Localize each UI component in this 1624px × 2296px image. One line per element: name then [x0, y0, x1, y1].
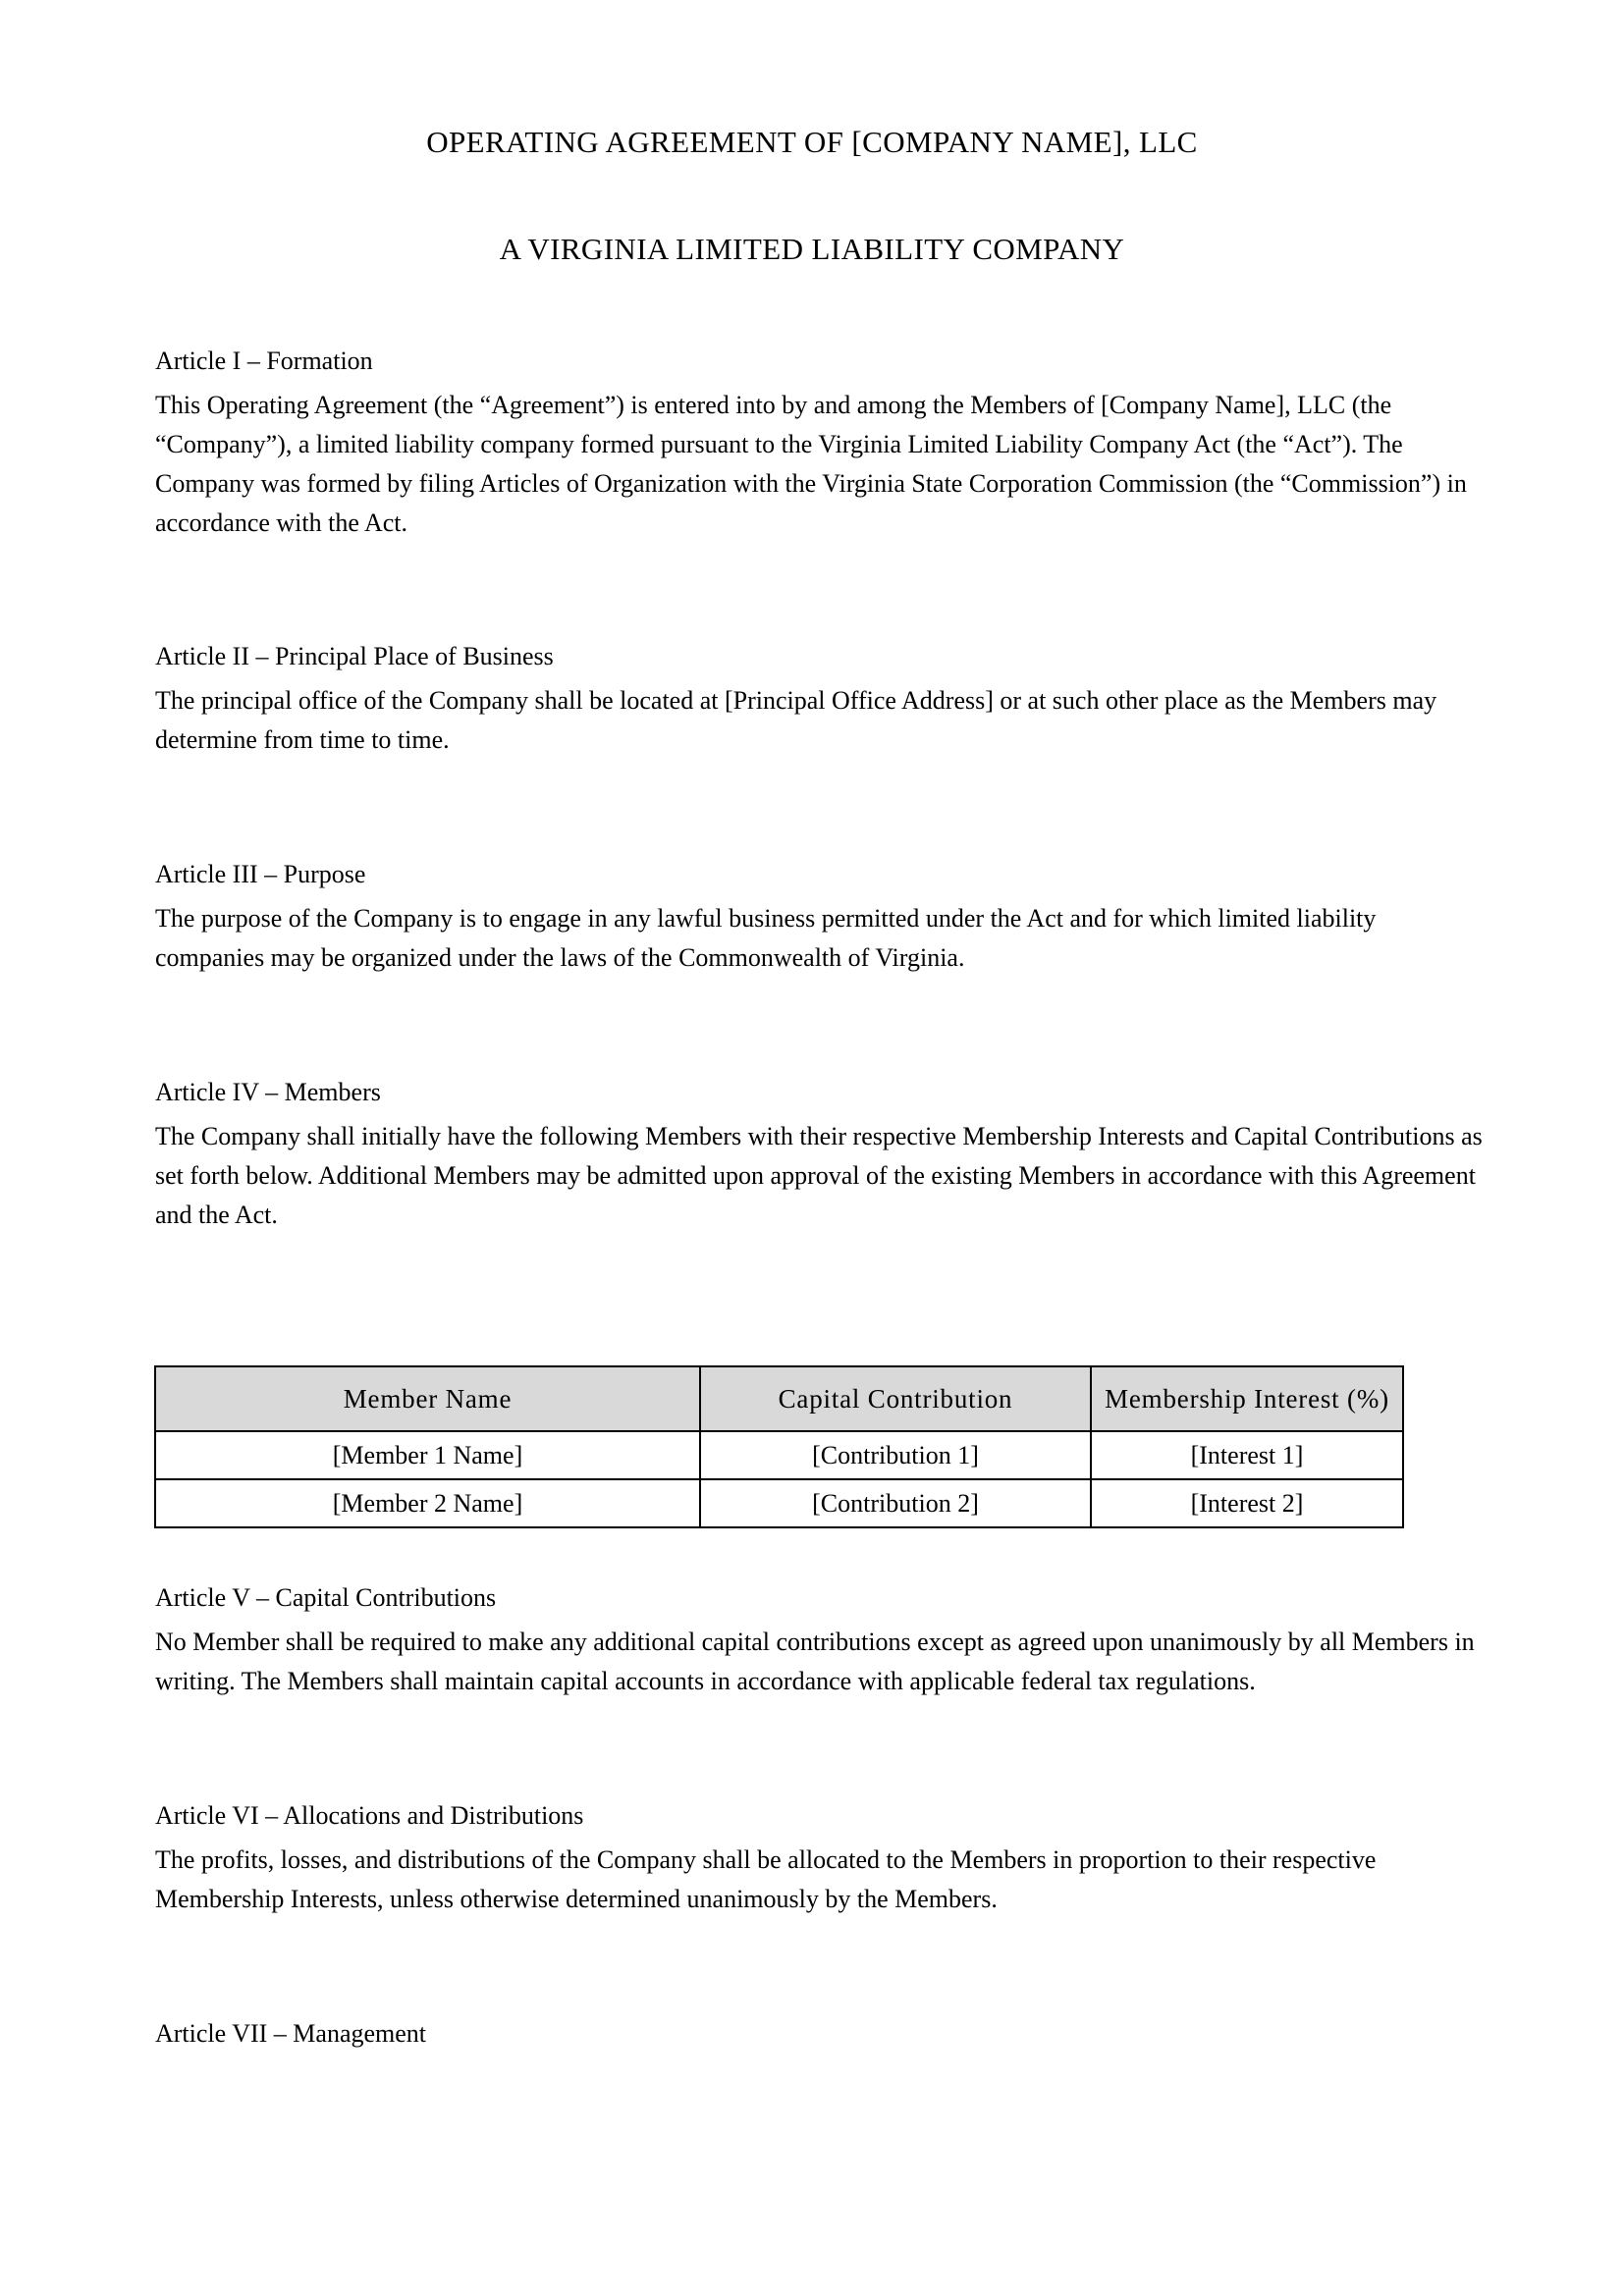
document-subtitle: A VIRGINIA LIMITED LIABILITY COMPANY [499, 232, 1125, 266]
capital-contribution-cell: [Contribution 2] [700, 1479, 1091, 1527]
article-members [155, 1076, 1490, 1235]
column-header-membership-interest: Membership Interest (%) [1091, 1366, 1403, 1431]
article-principal-place-of-business [155, 640, 1490, 760]
membership-interest-cell: [Interest 1] [1091, 1431, 1403, 1479]
member-name-cell: [Member 2 Name] [155, 1479, 700, 1527]
article-allocations-and-distributions [155, 1799, 1490, 1919]
article-heading: Article V – Capital Contributions [155, 1583, 497, 1612]
article-capital-contributions [155, 1581, 1490, 1701]
article-formation [155, 345, 1490, 543]
article-body: No Member shall be required to make any additional capital contributions except as agreed upon unanimously by all Members in writing. The Members shall maintain capital accounts in accordance with applicable federal tax regulations. [155, 1628, 1475, 1695]
article-heading: Article VI – Allocations and Distributions [155, 1801, 584, 1830]
article-body: The principal office of the Company shall be located at [Principal Office Address] or at such other place as the Members may determine from time to time. [155, 686, 1437, 754]
table-row [155, 1479, 1403, 1527]
capital-contribution-cell: [Contribution 1] [700, 1431, 1091, 1479]
article-body: The purpose of the Company is to engage in any lawful business permitted under the Act and for which limited liability companies may be organized under the laws of the Commonwealth of Virginia. [155, 904, 1377, 972]
table-header-row [155, 1366, 1403, 1431]
article-body: This Operating Agreement (the “Agreement”) is entered into by and among the Members of [Company Name], LLC (the “Company”), a limited liability company formed pursuant to the Virginia Limited Liability Company Act (the “Act”). The Company was formed by filing Articles of Organization with the Virginia State Corporation Commission (the “Commission”) in accordance with the Act. [155, 391, 1467, 537]
article-heading: Article IV – Members [155, 1078, 381, 1106]
article-management [155, 2017, 1490, 2051]
article-heading: Article VII – Management [155, 2019, 427, 2048]
table-row [155, 1431, 1403, 1479]
column-header-member-name: Member Name [155, 1366, 700, 1431]
member-name-cell: [Member 1 Name] [155, 1431, 700, 1479]
article-body: The Company shall initially have the following Members with their respective Membership Interests and Capital Contributions as set forth below. Additional Members may be admitted upon approval of the existing Members in accordance with this Agreement and the Act. [155, 1122, 1483, 1229]
membership-interest-cell: [Interest 2] [1091, 1479, 1403, 1527]
article-heading: Article II – Principal Place of Business [155, 642, 554, 670]
article-purpose [155, 858, 1490, 978]
article-body: The profits, losses, and distributions of the Company shall be allocated to the Members in proportion to their respective Membership Interests, unless otherwise determined unanimously by the Members. [155, 1845, 1377, 1913]
document-title: OPERATING AGREEMENT OF [COMPANY NAME], LLC [426, 125, 1198, 159]
column-header-capital-contribution: Capital Contribution [700, 1366, 1091, 1431]
members-table [154, 1365, 1404, 1528]
article-heading: Article I – Formation [155, 347, 373, 375]
article-heading: Article III – Purpose [155, 860, 366, 888]
